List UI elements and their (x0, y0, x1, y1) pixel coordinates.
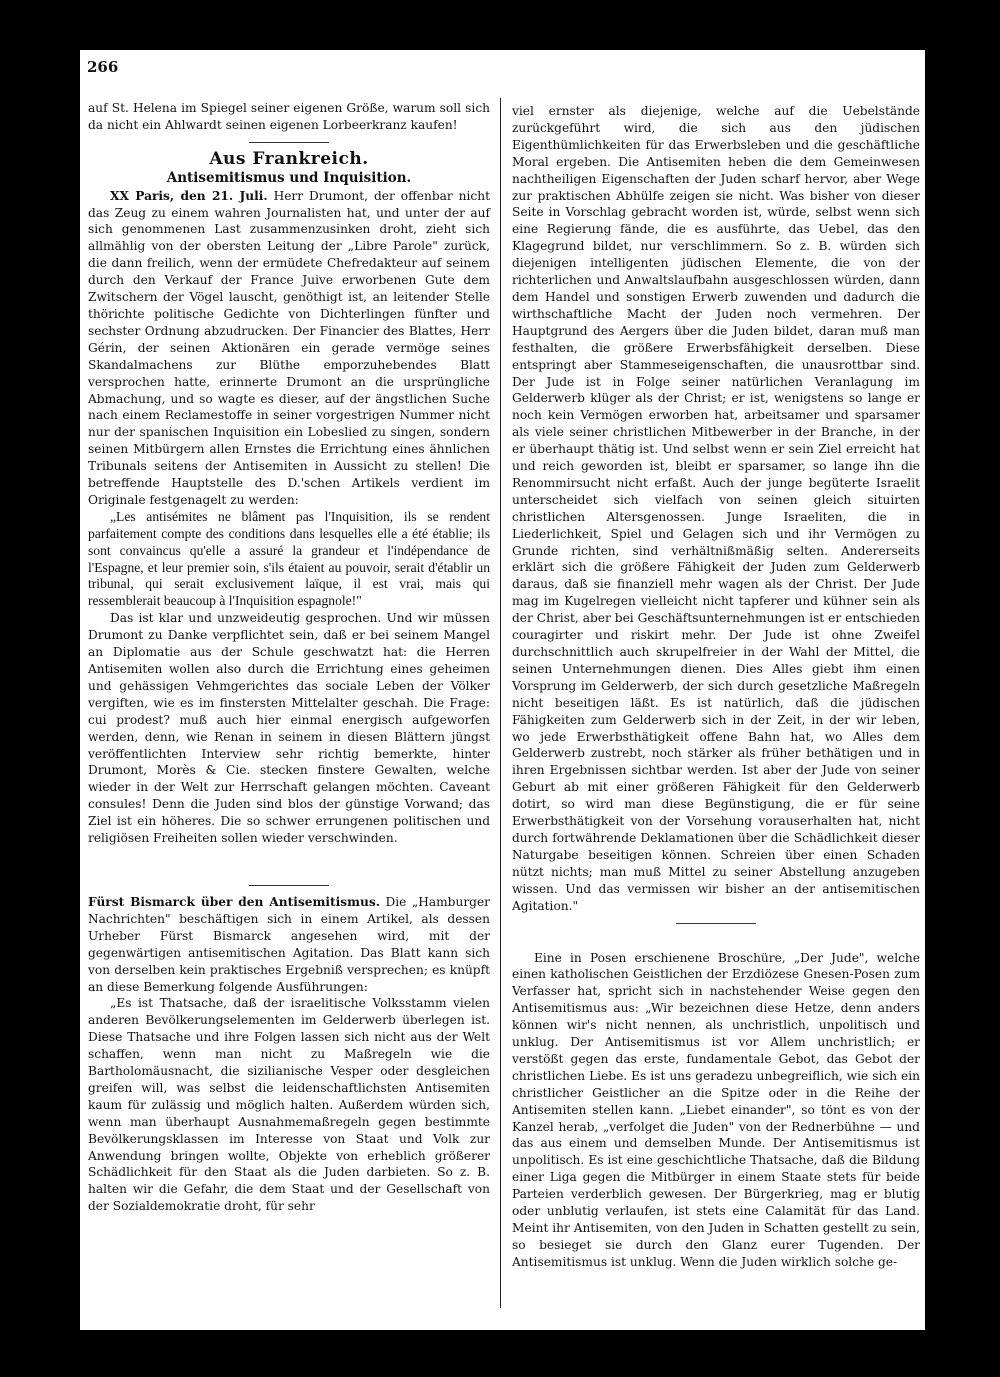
section-heading: Aus Frankreich. (209, 148, 369, 169)
left-column (88, 100, 490, 1215)
intro-paragraph: auf St. Helena im Spiegel seiner eigenen Größe, warum soll sich da nicht ein Ahlwardt seinen eigenen Lorbeerkranz kaufen! (88, 101, 490, 132)
section-rule (249, 142, 329, 143)
column-divider (500, 98, 501, 1308)
paragraph-3: Die „Hamburger Nachrichten" beschäftigen sich in einem Artikel, als dessen Urheber Fürst Bismarck angesehen wird, mit der gegenwärtigen antisemitischen Agitation. Das Blatt kann sich von derselben kein praktisches Ergebniß versprechen; es knüpft an diese Bemerkung folgende Ausführungen: (88, 894, 490, 994)
section-rule-2 (249, 885, 329, 886)
article-subheading: Antisemitismus und Inquisition. (166, 169, 412, 186)
section-rule-3 (676, 923, 756, 924)
page-number: 266 (87, 58, 119, 76)
french-quote: „Les antisémites ne blâment pas l'Inquisition, ils se rendent parfaitement compte des conditions dans lesquelles elle a été établie; ils sont convaincus qu'elle a assuré la grandeur et l'indépendance de l'Espagne, et leur premier soin, s'ils étaient au pouvoir, serait d'établir un tribunal, qui serait exclusivement laïque, il est vrai, mais qui ressemblerait beaucoup à l'Inquisition espagnole!" (88, 508, 490, 609)
paragraph-2: Das ist klar und unzweideutig gesprochen. Und wir müssen Drumont zu Danke verpflichtet sein, daß er bei seinem Mangel an Diplomatie aus der Schule geschwatzt hat: die Herren Antisemiten wollen also durch die Errichtung eines geheimen und gehässigen Vehmgerichtes das sociale Leben der Völker vergiften, wie es im finstersten Mittelalter geschah. Die Frage: cui prodest? muß auch hier einmal energisch aufgeworfen werden, denn, wie Renan in seinem in diesen Blättern jüngst veröffentlichten Interview sehr richtig bemerkte, hinter Drumont, Morès & Cie. stecken finstere Gewalten, welche wieder in der Welt zur Herrschaft gelangen möchten. Caveant consules! Denn die Juden sind blos der günstige Vorwand; das Ziel ist ein höheres. Die so schwer errungenen politischen und religiösen Freiheiten sollen wieder verschwinden. (88, 611, 490, 846)
paragraph-5: viel ernster als diejenige, welche auf die Uebelstände zurückgeführt wird, die sich aus den jüdischen Eigenthümlichkeiten für das Erwerbsleben und die geschäftliche Moral ergeben. Die Antisemiten heben die dem Gemeinwesen nachtheiligen Eigenschaften der Juden scharf hervor, aber Wege zur praktischen Abhülfe zeigen sie nicht. Was bisher von dieser Seite in Vorschlag gebracht worden ist, würde, selbst wenn sich eine Regierung fände, die es ausführte, das Uebel, das den Klagegrund bildet, nur verschlimmern. So z. B. würden sich diejenigen intelligenten jüdischen Elemente, die von der richterlichen und Anwaltslaufbahn ausgeschlossen würden, dann dem Handel und sonstigen Erwerb zuwenden und dadurch die wirthschaftliche Macht der Juden noch vermehren. Der Hauptgrund des Aergers über die Juden bildet, daran muß man festhalten, die größere Erwerbsfähigkeit derselben. Diese entspringt aber Stammeseigenschaften, die unausrottbar sind. Der Jude ist in Folge seiner natürlichen Veranlagung im Gelderwerb klüger als der Christ; er ist, wenigstens so lange er noch kein Vermögen erworben hat, arbeitsamer und sparsamer als viele seiner christlichen Mitbewerber in der Branche, in der er überhaupt thätig ist. Und selbst wenn er sein Ziel erreicht hat und reich geworden ist, bleibt er sparsamer, so lange ihn die Renommirsucht nicht erfaßt. Auch der junge begüterte Israelit unterscheidet sich vielfach von seinen gleich situirten christlichen Altersgenossen. Junge Israeliten, die in Liederlichkeit, Spiel und Gelagen sich und ihr Vermögen zu Grunde richten, sind verhältnißmäßig selten. Andererseits erklärt sich die größere Fähigkeit der Juden zum Gelderwerb daraus, daß sie finanziell mehr wagen als der Christ. Der Jude mag im Kugelregen vielleicht nicht tapferer und kühner sein als der Christ, aber bei Geschäftsunternehmungen ist er entschieden couragirter und riskirt mehr. Der Jude ist ohne Zweifel durchschnittlich auch skrupelfreier in der Wahl der Mittel, die seinen Unternehmungen dienen. Dies Alles giebt ihm einen Vorsprung im Gelderwerb, der sich durch gesetzliche Maßregeln nicht beseitigen läßt. Es ist natürlich, daß die jüdischen Fähigkeiten zum Gelderwerb sich in der Zeit, in der wir leben, wo jede Erwerbsthätigkeit offene Bahn hat, wo Alles dem Gelderwerb zustrebt, noch stärker als früher bethätigen und in ihren Ergebnissen sichtbar werden. Ist aber der Jude von seiner Geburt ab mit einer größeren Fähigkeit für den Gelderwerb dotirt, so wird man diese Begünstigung, die er für seine Erwerbsthätigkeit von der Vorsehung vorauserhalten hat, nicht durch fortwährende Deklamationen über die Schädlichkeit dieser Naturgabe beseitigen können. Schreien über einen Schaden nützt nichts; man muß Mittel zu seiner Abstellung anzugeben wissen. Und das vermissen wir bisher an der antisemitischen Agitation." (512, 104, 920, 913)
spacer (88, 847, 490, 877)
right-column (512, 103, 920, 1271)
bismarck-heading: Fürst Bismarck über den Antisemitismus. (88, 894, 380, 909)
dateline: XX Paris, den 21. Juli. (110, 188, 268, 203)
paragraph-6: Eine in Posen erschienene Broschüre, „Der Jude", welche einen katholischen Geistlichen der Erzdiözese Gnesen-Posen zum Verfasser hat, spricht sich in nachstehender Weise gegen den Antisemitismus aus: „Wir bezeichnen diese Hetze, denn anders können wir's nicht nennen, als unchristlich, unpolitisch und unklug. Der Antisemitismus ist vor Allem unchristlich; er verstößt gegen das erste, fundamentale Gebot, das Gebot der christlichen Liebe. Es ist uns geradezu unbegreiflich, wie sich ein christlicher Geistlicher an die Spitze oder in die Reihe der Antisemiten stellen kann. „Liebet einander", so tönt es von der Kanzel herab, „verfolget die Juden" von der Rednerbühne — und das aus einem und demselben Munde. Der Antisemitismus ist unpolitisch. Es ist eine geschichtliche Thatsache, daß die Bildung einer Liga gegen die Mitbürger in einem Staate stets für beide Parteien verderblich gewesen. Der Bürgerkrieg, mag er blutig oder unblutig verlaufen, ist stets eine Calamität für das Land. Meint ihr Antisemiten, von den Juden in Schatten gestellt zu sein, so besieget sie durch den Glanz eurer Tugenden. Der Antisemitismus ist unklug. Wenn die Juden wirklich solche ge- (512, 950, 920, 1269)
spacer-2 (512, 932, 920, 950)
paragraph-4: „Es ist Thatsache, daß der israelitische Volksstamm vielen anderen Bevölkerungselementen im Gelderwerb überlegen ist. Diese Thatsache und ihre Folgen lassen sich nicht aus der Welt schaffen, wenn man nicht zu Maßregeln wie die Bartholomäusnacht, die sizilianische Vesper oder desgleichen greifen will, was selbst die leidenschaftlichsten Antisemiten kaum für zulässig und möglich halten. Außerdem würden sich, wenn man überhaupt Ausnahmemaßregeln gegen bestimmte Bevölkerungsklassen im Interesse von Staat und Volk zur Anwendung bringen wollte, Objekte von erheblich größerer Schädlichkeit für den Staat als die Juden darbieten. So z. B. halten wir die Gefahr, die dem Staat und der Gesellschaft von der Sozialdemokratie droht, für sehr (88, 996, 490, 1214)
paragraph-1: Herr Drumont, der offenbar nicht das Zeug zu einem wahren Journalisten hat, und unter der auf sich genommenen Last zusammenzusinken droht, zieht sich allmählig von der obersten Leitung der „Libre Parole" zurück, die dann freilich, wenn der ermüdete Chefredakteur auf seinem durch den Verkauf der France Juive erworbenen Gute dem Zwitschern der Vögel lauscht, genöthigt ist, an leitender Stelle thörichte politische Gedichte von Dichterlingen fünfter und sechster Ordnung abzudrucken. Der Financier des Blattes, Herr Gérin, der seinen Aktionären ein gerade vermöge seines Skandalmachens zur Blüthe emporzuhebendes Blatt versprochen hatte, erinnerte Drumont an die ursprüngliche Abmachung, und so wagte es dieser, auf der ängstlichen Suche nach einem Reclamestoffe in seiner vorgestrigen Nummer nicht nur der spanischen Inquisition ein Lobeslied zu singen, sondern seinen Mitbürgern allen Ernstes die Errichtung eines ähnlichen Tribunals seitens der Antisemiten in Aussicht zu stellen! Die betreffende Hauptstelle des D.'schen Artikels verdient im Originale festgenagelt zu werden: (88, 188, 491, 507)
